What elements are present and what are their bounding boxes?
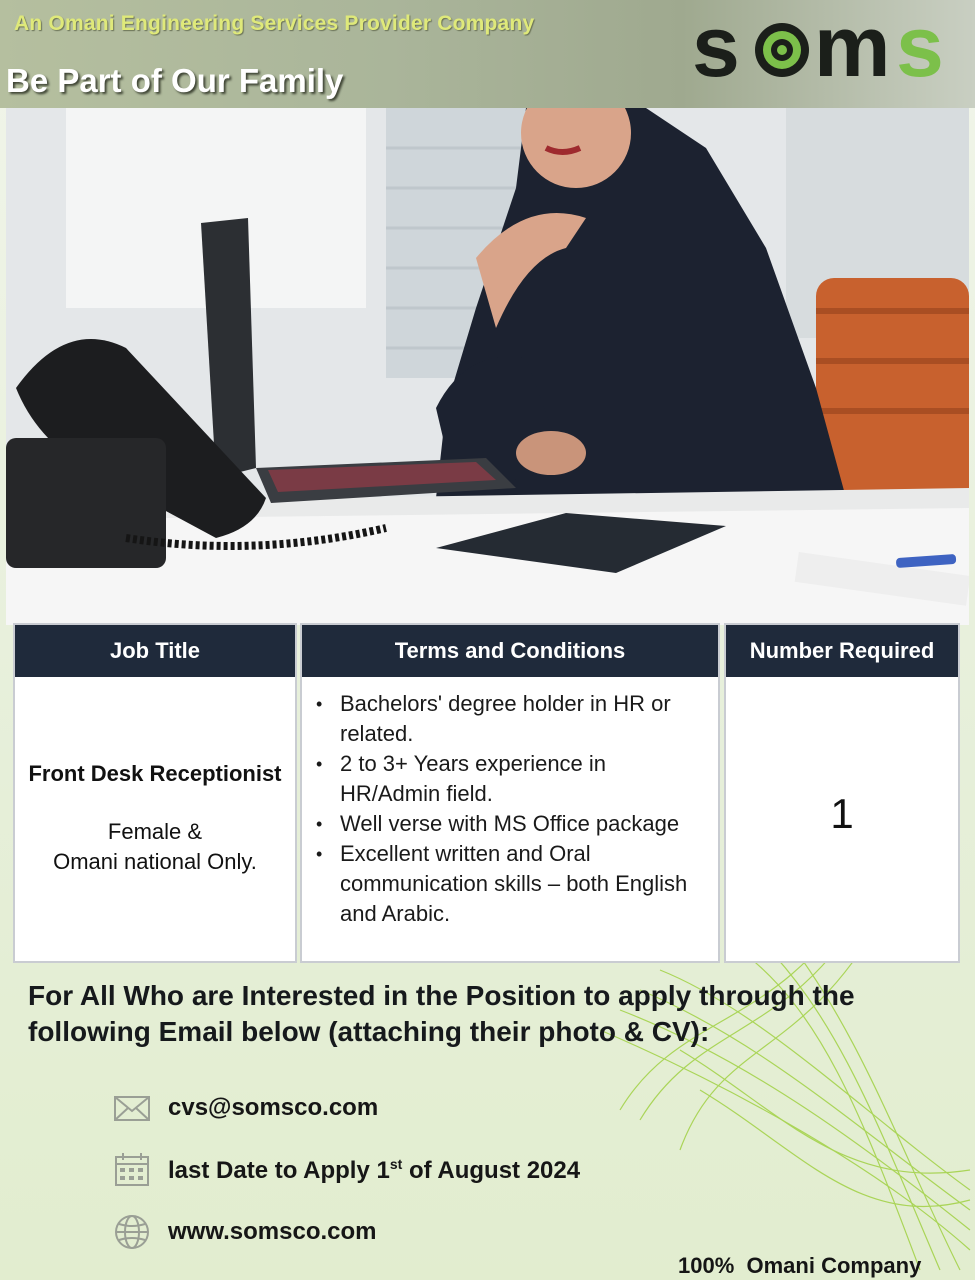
- deadline-suffix: of August 2024: [402, 1156, 581, 1184]
- company-tagline: An Omani Engineering Services Provider Company: [14, 12, 535, 35]
- job-title-column: [15, 625, 295, 961]
- job-title-header: Job Title: [15, 625, 295, 677]
- terms-item: • Excellent written and Oral communication skills – both English and Arabic.: [312, 839, 708, 929]
- website-row[interactable]: [112, 1212, 377, 1252]
- number-required-header: Number Required: [726, 625, 958, 677]
- deadline-prefix: last Date to Apply 1: [168, 1156, 390, 1184]
- globe-icon: [112, 1212, 152, 1252]
- deadline-row: [112, 1150, 580, 1190]
- website-link[interactable]: www.somsco.com: [168, 1218, 377, 1245]
- terms-header: Terms and Conditions: [302, 625, 718, 677]
- apply-instructions: For All Who are Interested in the Position to apply through the following Email below (attaching their photo & CV):: [28, 980, 855, 1047]
- terms-column: [302, 625, 718, 961]
- footer-note: 100% Omani Company: [678, 1253, 922, 1278]
- deadline-ordinal: st: [389, 1155, 403, 1172]
- terms-item: • Bachelors' degree holder in HR or related.: [312, 689, 708, 749]
- email-link[interactable]: cvs@somsco.com: [168, 1094, 379, 1121]
- envelope-icon: [112, 1088, 152, 1128]
- job-eligibility-line2: Omani national Only.: [53, 849, 257, 874]
- svg-text:m: m: [814, 4, 889, 92]
- terms-item: • Well verse with MS Office package: [312, 809, 708, 839]
- deadline-text: [168, 1156, 580, 1185]
- office-photo: [6, 108, 969, 625]
- job-table: [15, 625, 958, 961]
- soms-logo: [690, 4, 960, 92]
- number-required-value: 1: [830, 790, 854, 837]
- terms-list: [302, 677, 718, 929]
- svg-text:s: s: [692, 4, 738, 92]
- calendar-icon: [112, 1150, 152, 1190]
- email-row[interactable]: [112, 1088, 378, 1128]
- job-title-cell: [15, 677, 295, 961]
- number-required-column: [726, 625, 958, 961]
- job-eligibility-line1: Female &: [107, 819, 203, 844]
- terms-item: • 2 to 3+ Years experience in HR/Admin field.: [312, 749, 708, 809]
- page-headline: Be Part of Our Family: [6, 62, 344, 99]
- job-title-value: Front Desk Receptionist: [28, 761, 282, 786]
- svg-text:s: s: [896, 4, 944, 92]
- header-band: [0, 0, 975, 108]
